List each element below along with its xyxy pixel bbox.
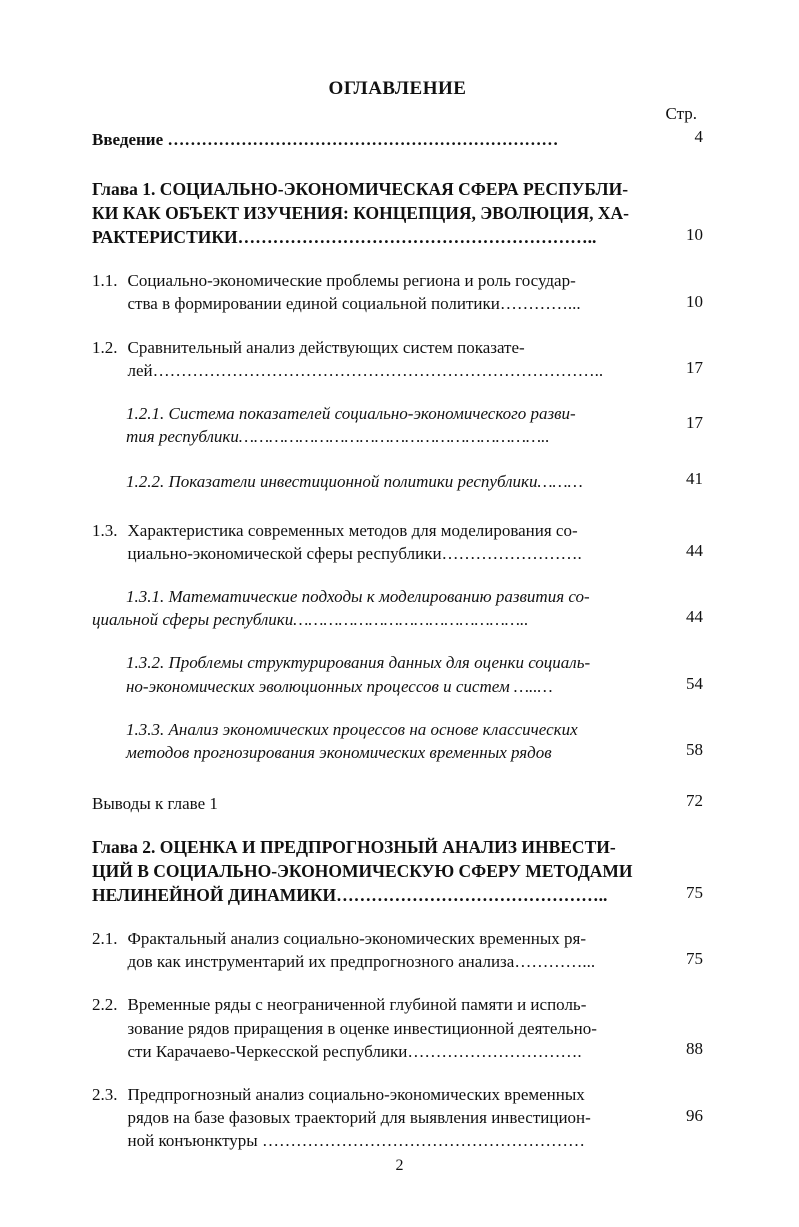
toc-entry-label: 1.1. [92,271,118,291]
toc-entry-section-1-3-3[interactable] [92,718,703,764]
toc-page-number: 54 [686,673,703,693]
toc-entry-section-1-2[interactable] [92,336,703,382]
toc-entry-chapter-1[interactable] [92,177,703,249]
toc-page-number: 4 [694,127,703,146]
toc-page-number: 44 [686,607,703,627]
toc-entry-text: 2.1. Фрактальный анализ социально-экономических временных ря- дов как инструментарий их предпрогнозного анализа…………... [92,927,661,973]
toc-entry-introduction[interactable] [92,126,703,151]
toc-entry-text: 1.3.3. Анализ экономических процессов на основе классических методов прогнозирования экономических временных рядов [126,719,578,762]
toc-entry-section-2-1[interactable] [92,927,703,973]
toc-entry-text: Глава 1. СОЦИАЛЬНО-ЭКОНОМИЧЕСКАЯ СФЕРА РЕСПУБЛИ- КИ КАК ОБЪЕКТ ИЗУЧЕНИЯ: КОНЦЕПЦИЯ, ЭВОЛЮЦИЯ, ХА- РАКТЕРИСТИКИ…………………………………………………….. [92,178,629,248]
toc-entry-text: 1.2.1. Система показателей социально-экономического разви- тия республики…………………………………………………….. [126,403,576,446]
toc-entry-section-1-3-2[interactable] [92,651,703,697]
toc-entry-section-1-2-1[interactable] [92,402,703,448]
toc-page-number: 17 [686,413,703,433]
toc-entry-conclusions-chapter-1[interactable] [92,790,703,815]
toc-entry-text: 1.1. Социально-экономические проблемы региона и роль государ- ства в формировании единой социальной политики…………... [92,269,661,315]
toc-page-number: 10 [686,225,703,245]
toc-page-number: 44 [686,541,703,561]
toc-entry-label: 1.3. [92,520,118,540]
toc-page-number: 88 [686,1038,703,1058]
toc-entry-text: 1.2.2. Показатели инвестиционной политики республики……… [126,471,583,491]
toc-entry-text: Введение …………………………………………………………… [92,129,559,149]
toc-page-number: 75 [686,883,703,903]
toc-entry-label: 2.2. [92,995,118,1015]
toc-entry-section-1-1[interactable] [92,269,703,315]
toc-page-number: 72 [686,790,703,810]
toc-entry-section-2-2[interactable] [92,993,703,1062]
toc-entry-text: Глава 2. ОЦЕНКА И ПРЕДПРОГНОЗНЫЙ АНАЛИЗ ИНВЕСТИ- ЦИЙ В СОЦИАЛЬНО-ЭКОНОМИЧЕСКУЮ СФЕРУ МЕТОДАМИ НЕЛИНЕЙНОЙ ДИНАМИКИ……………………………………….. [92,836,633,906]
toc-page-number: 96 [686,1105,703,1125]
toc-entry-text: 1.2. Сравнительный анализ действующих систем показате- лей…………………………………………………………………….. [92,336,661,382]
toc-entry-text: Выводы к главе 1 [92,793,218,813]
toc-entry-text: 1.3.1. Математические подходы к моделированию развития со- циальной сферы республики……………………………………….. [92,587,590,630]
toc-entry-label: 2.3. [92,1084,118,1104]
page-column-header: Стр. [665,104,697,123]
toc-page-number: 17 [686,357,703,377]
toc-entry-text: 1.3. Характеристика современных методов для моделирования со- циально-экономической сферы республики……………………. [92,519,661,565]
toc-entry-label: 2.1. [92,929,118,949]
toc-entry-text: 2.3. Предпрогнозный анализ социально-экономических временных рядов на базе фазовых траекторий для выявления инвестицион- ной конъюнктуры ………………………………………………… [92,1083,661,1152]
toc-page-number: 58 [686,739,703,759]
toc-entry-section-1-3-1[interactable] [92,585,703,631]
page-title: ОГЛАВЛЕНИЕ [328,78,467,99]
toc-entry-section-1-2-2[interactable] [92,468,703,493]
folio-page-number: 2 [395,1157,404,1174]
toc-entry-section-1-3[interactable] [92,519,703,565]
toc-entry-text: 2.2. Временные ряды с неограниченной глубиной памяти и исполь- зование рядов приращения в оценке инвестиционной деятельно- сти Карачаево-Черкесской республики…………………………. [92,993,661,1062]
toc-page-number: 75 [686,949,703,969]
toc-page-number: 10 [686,291,703,311]
toc-entry-section-2-3[interactable] [92,1083,703,1152]
toc-entry-chapter-2[interactable] [92,835,703,907]
toc-entry-text: 1.3.2. Проблемы структурирования данных для оценки социаль- но-экономических эволюционных процессов и систем …..… [126,653,591,696]
toc-entry-label: 1.2. [92,337,118,357]
toc-page-number: 41 [686,469,703,489]
